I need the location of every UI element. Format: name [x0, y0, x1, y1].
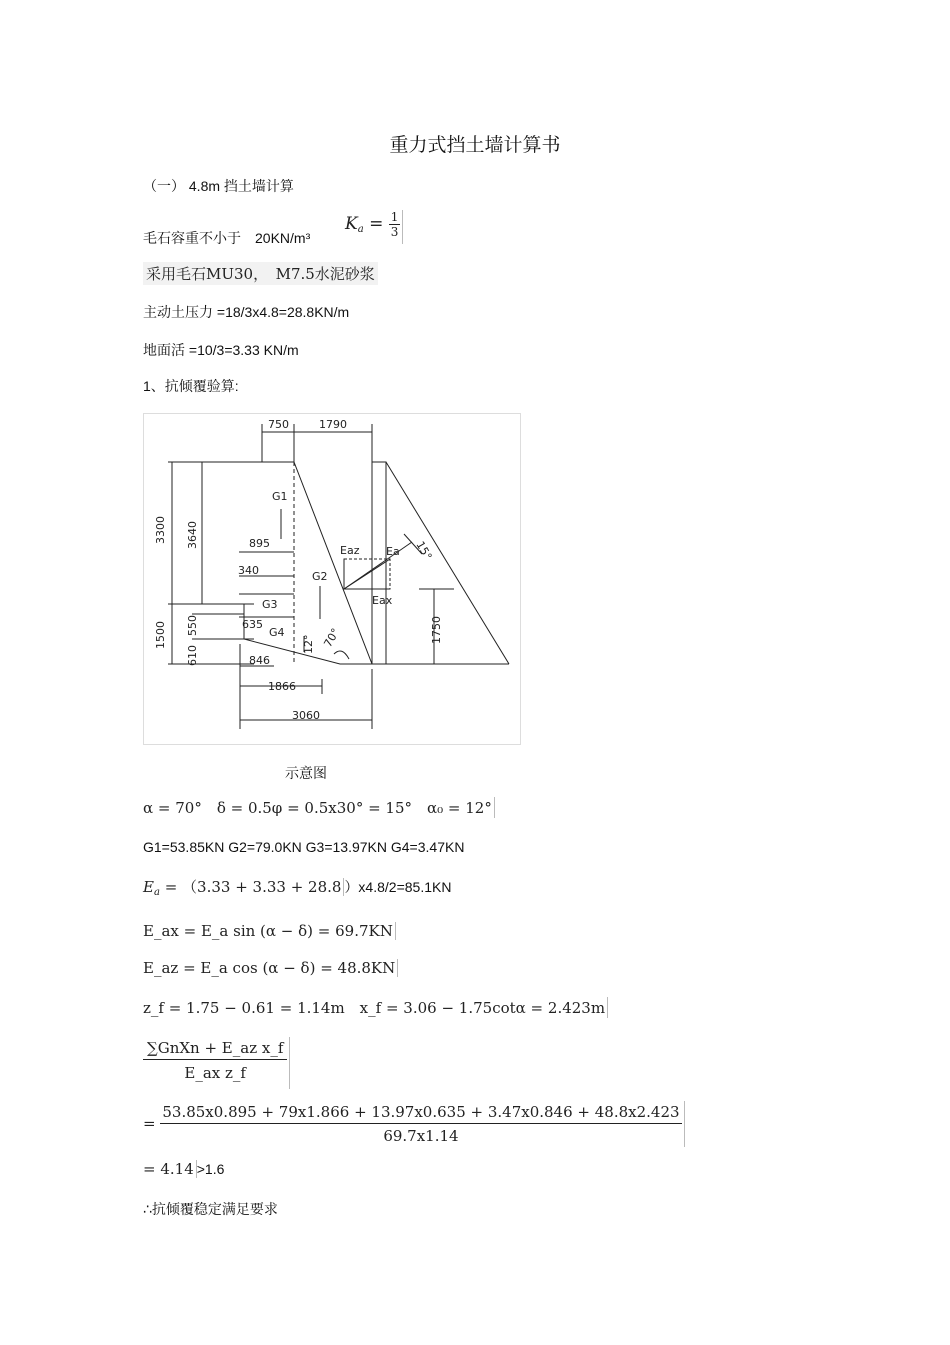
result-threshold: >1.6 — [196, 1161, 225, 1177]
step-heading: 1、抗倾覆验算: — [143, 378, 239, 394]
ka-subscript: a — [357, 224, 364, 235]
active-pressure-text: 主动土压力 =18/3x4.8=28.8KN/m — [143, 304, 350, 320]
dim-846: 846 — [249, 654, 270, 667]
diagram-caption: 示意图 — [285, 765, 327, 781]
ea-symbol: E — [143, 878, 154, 896]
ka-fraction — [389, 210, 401, 239]
calc-fraction — [160, 1101, 681, 1148]
result-value: = 4.14 — [143, 1160, 197, 1178]
ea-formula — [143, 876, 451, 898]
label-g4: G4 — [269, 626, 285, 639]
conclusion-text: ∴抗倾覆稳定满足要求 — [143, 1201, 278, 1217]
zf-xf-formula: z_f = 1.75 − 0.61 = 1.14m x_f = 3.06 − 1.75cotα = 2.423m — [143, 997, 608, 1018]
ka-equals: = — [369, 214, 384, 234]
ka-denominator: 3 — [390, 225, 399, 239]
unit-weight-text: 毛石容重不小于 20KN/m³ — [143, 230, 311, 246]
document-title: 重力式挡土墙计算书 — [389, 135, 561, 156]
label-eaz: Eaz — [340, 544, 360, 557]
label-g3: G3 — [262, 598, 278, 611]
ea-formula-math — [143, 878, 344, 896]
dim-3640: 3640 — [186, 521, 199, 549]
eax-formula: E_ax = E_a sin (α − δ) = 69.7KN — [143, 922, 396, 940]
ka-formula — [345, 210, 403, 244]
eaz-formula: E_az = E_a cos (α − δ) = 48.8KN — [143, 959, 398, 977]
ratio-numerator: ∑GnXn + E_az x_f — [143, 1037, 287, 1060]
diagram-svg — [144, 414, 520, 744]
ea-sum: = （3.33 + 3.33 + 28.8 — [159, 878, 342, 896]
label-ea: Ea — [386, 545, 400, 558]
section-heading: （一） 4.8m 挡土墙计算 — [143, 178, 294, 194]
result-line — [143, 1160, 224, 1179]
material-text: 采用毛石MU30， M7.5水泥砂浆 — [143, 262, 378, 285]
dim-895: 895 — [249, 537, 270, 550]
ka-symbol: K — [345, 214, 358, 234]
retaining-wall-diagram — [143, 413, 521, 745]
dim-1790: 1790 — [319, 418, 347, 431]
ea-subscript: a — [153, 887, 160, 898]
label-g1: G1 — [272, 490, 288, 503]
ratio-fraction — [143, 1037, 287, 1086]
dim-550: 550 — [186, 615, 199, 636]
label-eax: Eax — [372, 594, 393, 607]
surcharge-text: 地面活 =10/3=3.33 KN/m — [143, 342, 299, 358]
dim-1500: 1500 — [154, 621, 167, 649]
dim-1866: 1866 — [268, 680, 296, 693]
calc-equals: = — [143, 1114, 156, 1133]
dim-750: 750 — [268, 418, 289, 431]
dim-3060: 3060 — [292, 709, 320, 722]
angles-formula: α = 70° δ = 0.5φ = 0.5x30° = 15° α₀ = 12° — [143, 797, 495, 818]
label-g2: G2 — [312, 570, 328, 583]
ka-numerator: 1 — [390, 210, 399, 224]
ratio-formula — [143, 1037, 290, 1089]
dim-610: 610 — [186, 645, 199, 666]
dim-1750: 1750 — [430, 616, 443, 644]
label-angle-12: 12° — [302, 634, 315, 654]
dim-635: 635 — [242, 618, 263, 631]
weights-text: G1=53.85KN G2=79.0KN G3=13.97KN G4=3.47KN — [143, 839, 465, 855]
dim-340: 340 — [238, 564, 259, 577]
label-angle-15: 15° — [413, 539, 435, 563]
calc-numerator: 53.85x0.895 + 79x1.866 + 13.97x0.635 + 3.47x0.846 + 48.8x2.423 — [160, 1101, 681, 1124]
calc-denominator: 69.7x1.14 — [383, 1127, 459, 1145]
ratio-denominator: E_ax z_f — [184, 1064, 246, 1082]
label-angle-70: 70° — [321, 626, 343, 650]
ea-result-text: ）x4.8/2=85.1KN — [344, 879, 452, 895]
dim-3300: 3300 — [154, 516, 167, 544]
calc-formula — [143, 1101, 685, 1147]
